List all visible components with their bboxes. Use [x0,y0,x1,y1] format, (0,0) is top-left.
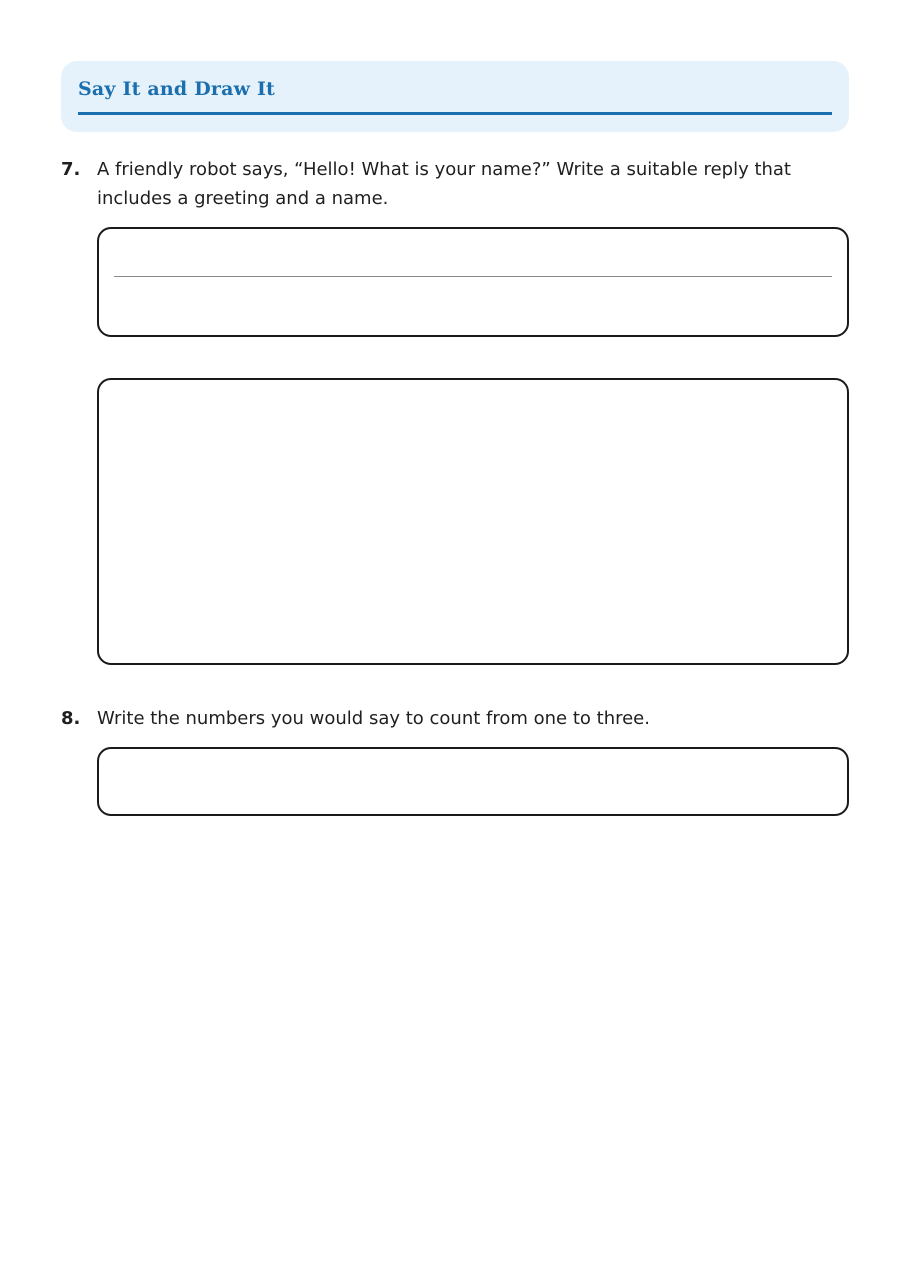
count-answer-box[interactable] [97,747,849,816]
section-banner [61,61,849,132]
drawing-box[interactable] [97,378,849,665]
question-8 [61,704,821,734]
question-text: A friendly robot says, “Hello! What is your name?” Write a suitable reply that includes a greeting and a name. [97,159,791,209]
reply-answer-box[interactable] [97,227,849,337]
section-divider [78,112,832,115]
question-text: Write the numbers you would say to count from one to three. [97,708,650,729]
question-number: 7. [61,159,81,180]
question-7 [61,155,821,215]
question-number: 8. [61,708,81,729]
section-title: Say It and Draw It [78,78,276,100]
writing-line [114,276,832,277]
